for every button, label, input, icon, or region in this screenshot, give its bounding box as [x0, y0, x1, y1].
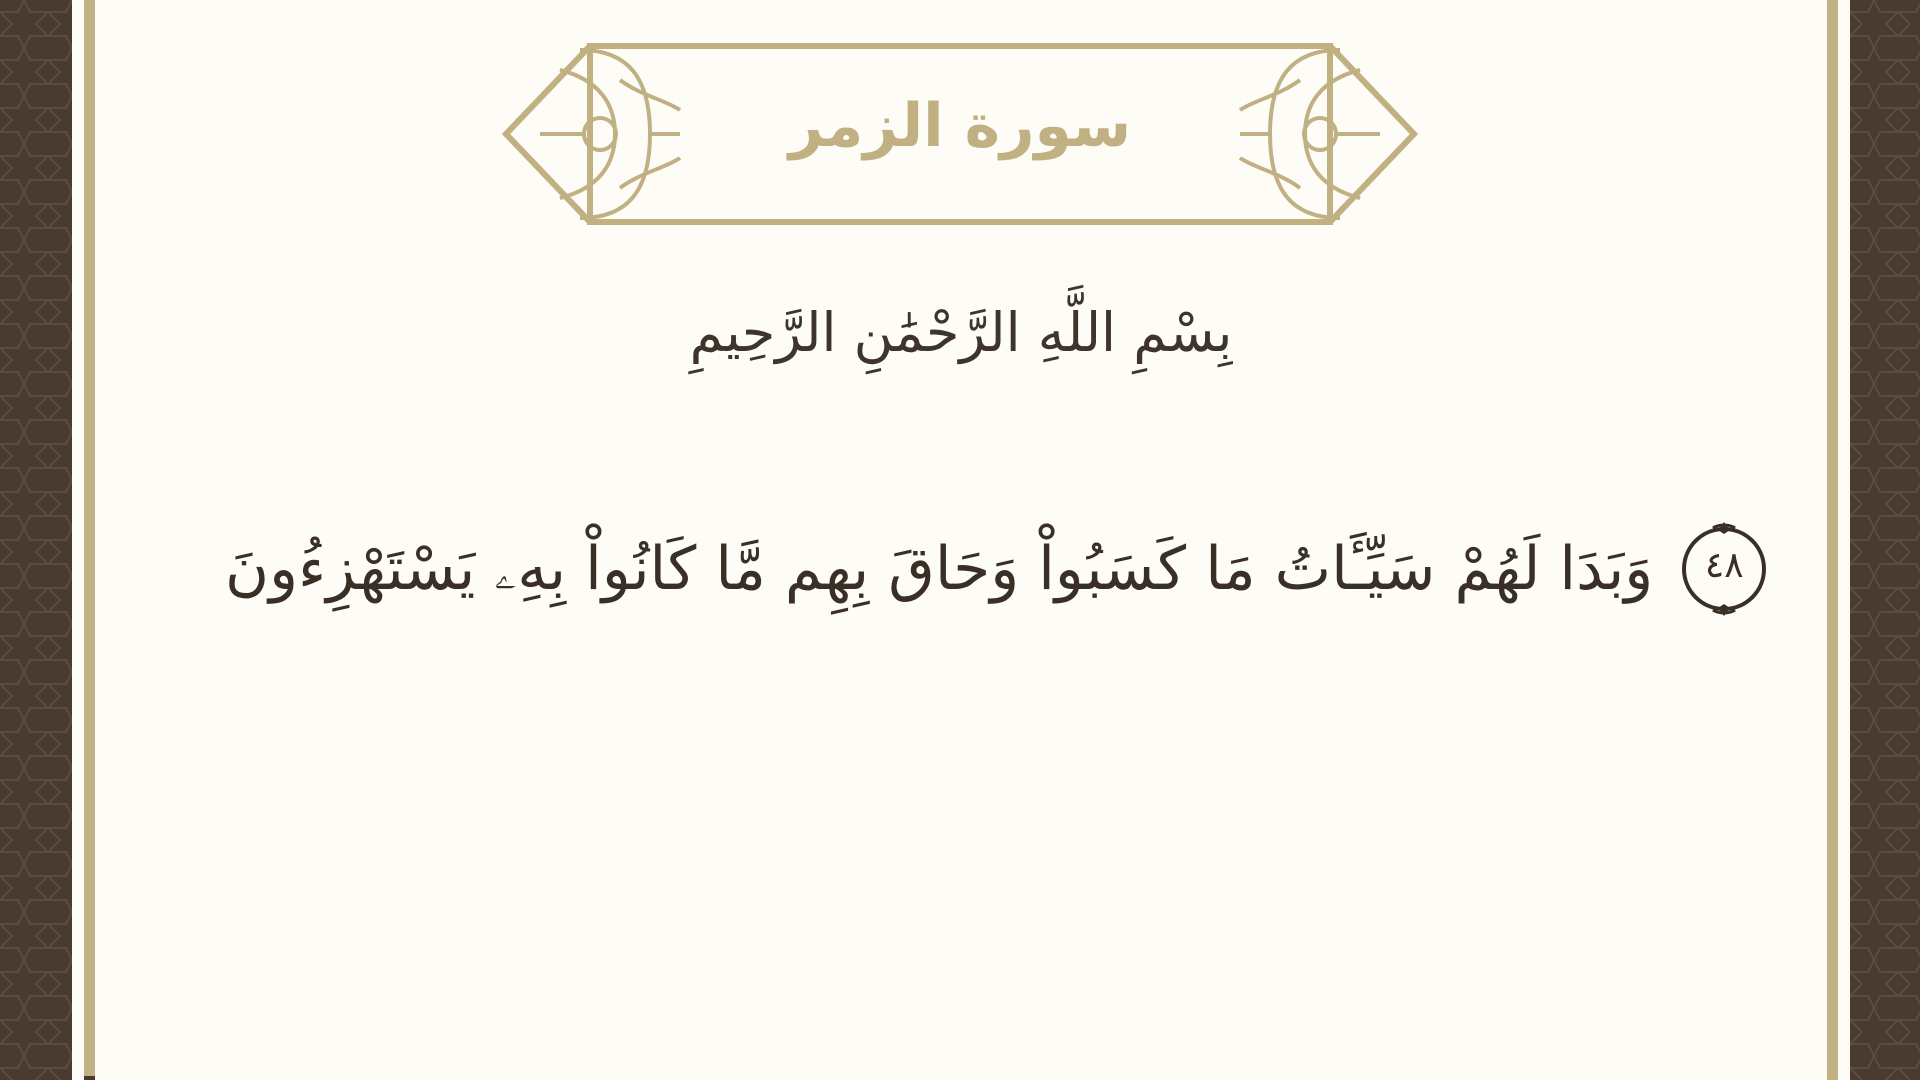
verse-line	[225, 520, 1785, 618]
verse-end-marker	[1675, 520, 1773, 618]
surah-title: سورة الزمر	[788, 91, 1132, 161]
left-decorative-border	[0, 0, 72, 1080]
geometric-pattern-icon	[0, 0, 72, 1080]
left-gold-rule	[84, 0, 95, 1076]
basmala: بِسْمِ اللَّهِ الرَّحْمَٰنِ الرَّحِيمِ	[689, 301, 1233, 364]
geometric-pattern-icon	[1850, 0, 1920, 1080]
verse-text: وَبَدَا لَهُمْ سَيِّـَٔاتُ مَا كَسَبُواْ وَحَاقَ بِهِم مَّا كَانُواْ بِهِۦ يَسْتَهْزِءُونَ	[225, 534, 1654, 604]
surah-header-banner	[500, 40, 1420, 230]
right-inner-margin	[1838, 0, 1850, 1080]
verse-number: ٤٨	[1704, 545, 1744, 586]
page-content	[95, 0, 1827, 1080]
right-decorative-border	[1850, 0, 1920, 1080]
left-inner-margin	[72, 0, 84, 1080]
right-gold-rule	[1827, 0, 1838, 1080]
